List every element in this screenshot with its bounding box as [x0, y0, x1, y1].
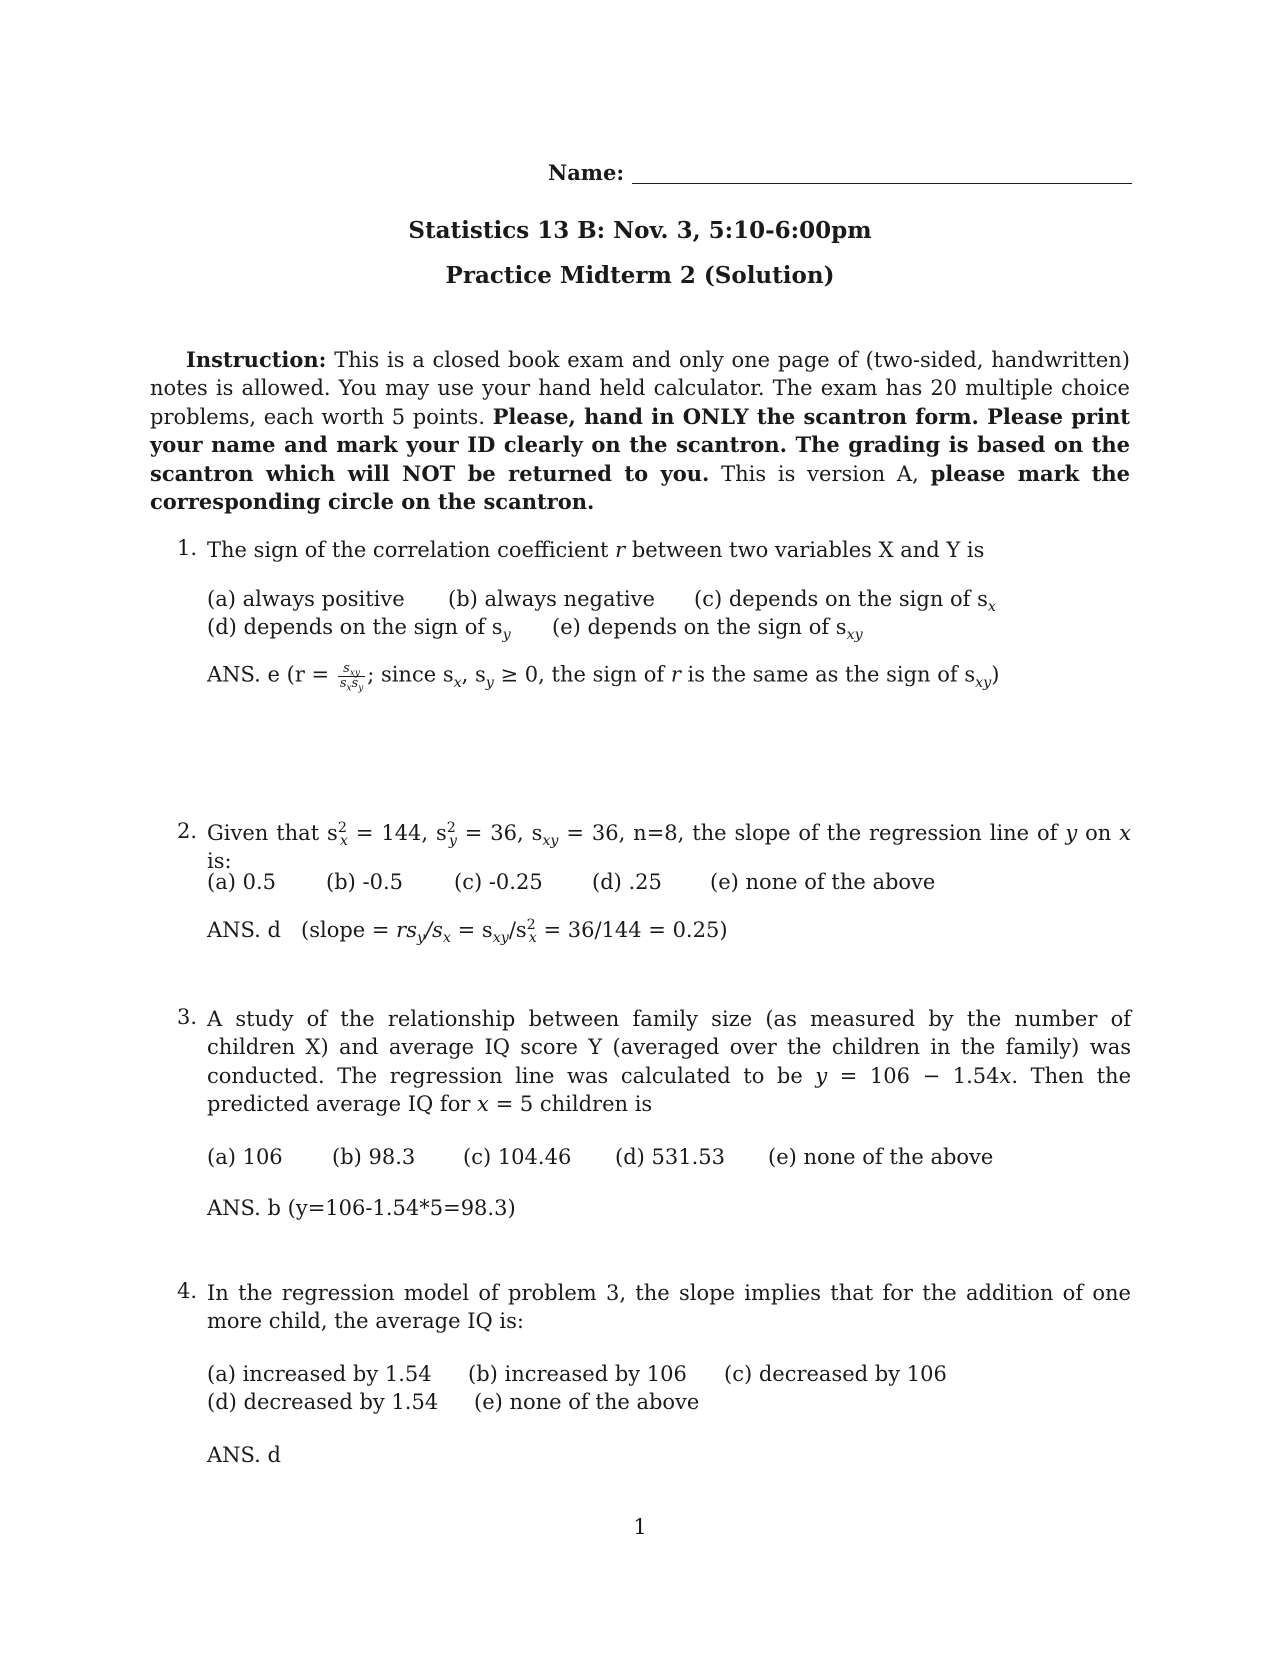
instruction-bold-2: please mark the corresponding circle on the scantron.	[150, 460, 1130, 515]
question-1-option-b[interactable]: (b) always negative	[448, 587, 655, 611]
question-2-option-c[interactable]: (c) -0.25	[454, 870, 543, 894]
question-3-option-d[interactable]: (d) 531.53	[615, 1145, 725, 1169]
question-2-number: 2.	[177, 819, 198, 843]
question-2-option-d[interactable]: (d) .25	[592, 870, 662, 894]
question-3-option-b[interactable]: (b) 98.3	[332, 1145, 416, 1169]
exam-subtitle: Practice Midterm 2 (Solution)	[445, 262, 835, 289]
question-2-option-a[interactable]: (a) 0.5	[207, 870, 276, 894]
question-2-option-b[interactable]: (b) -0.5	[326, 870, 403, 894]
question-1-option-c[interactable]: (c) depends on the sign of $s_x$	[694, 587, 996, 616]
question-4-number: 4.	[177, 1279, 198, 1303]
question-4-text: In the regression model of problem 3, the slope implies that for the addition of one more child, the average IQ is:	[207, 1281, 1131, 1334]
question-2-text: Given that $s^2_x = 144$, $s^2_y = 36$, $s_{xy} = 36$, n=8, the slope of the regression line of y on x is:	[207, 820, 1132, 874]
question-2-answer: ANS. d (slope = $rs_y/s_x = s_{xy}/s^2_x = 36/144 = 0.25$)	[207, 917, 728, 947]
instruction-label: Instruction:	[186, 347, 327, 372]
question-4-option-d[interactable]: (d) decreased by 1.54	[207, 1390, 439, 1414]
question-3-option-a[interactable]: (a) 106	[207, 1145, 283, 1169]
question-4-option-b[interactable]: (b) increased by 106	[468, 1362, 687, 1386]
name-label: Name:	[548, 160, 625, 185]
question-2-option-e[interactable]: (e) none of the above	[710, 870, 936, 894]
correlation-fraction: $\frac{s_{xy}}{s_xs_y}$	[339, 661, 364, 694]
instruction-bold-1: Please, hand in ONLY the scantron form. Please print your name and mark your ID clearly on the scantron. The grading is based on the scantron which will NOT be returned to you.	[150, 403, 1130, 486]
exam-title: Statistics 13 B: Nov. 3, 5:10-6:00pm	[408, 217, 872, 244]
question-3-number: 3.	[177, 1005, 198, 1029]
question-4-option-a[interactable]: (a) increased by 1.54	[207, 1362, 432, 1386]
instruction-text-1: This is a closed book exam and only one page of (two-sided, handwritten) notes is allowed. You may use your hand held calculator. The exam has 20 multiple choice problems, each worth 5 points.	[150, 348, 1130, 429]
question-1-option-d[interactable]: (d) depends on the sign of $s_y$	[207, 615, 511, 644]
question-3-option-c[interactable]: (c) 104.46	[463, 1145, 572, 1169]
question-3-text: A study of the relationship between family size (as measured by the number of children X) and average IQ score Y (averaged over the children in the family) was conducted. The regression line was calculated to be y = 106 − 1.54x. Then the predicted average IQ for x = 5 children is	[207, 1007, 1132, 1117]
question-4-answer: ANS. d	[207, 1443, 281, 1467]
question-1-option-a[interactable]: (a) always positive	[207, 587, 405, 611]
question-1-answer: ANS. e (r = $\frac{s_{xy}}{s_xs_y}$ ; since $s_x$, $s_y \ge 0$, the sign of r is the same as the sign of $s_{xy}$)	[207, 661, 1000, 694]
question-1-text: The sign of the correlation coefficient r between two variables X and Y is	[207, 538, 985, 562]
question-1-option-e[interactable]: (e) depends on the sign of $s_{xy}$	[552, 615, 863, 644]
question-4-option-c[interactable]: (c) decreased by 106	[724, 1362, 947, 1386]
name-blank-line[interactable]	[632, 183, 1132, 184]
page-number: 1	[633, 1515, 647, 1539]
question-4-option-e[interactable]: (e) none of the above	[474, 1390, 700, 1414]
instruction-text-2: This is version A,	[709, 461, 931, 486]
question-3-option-e[interactable]: (e) none of the above	[768, 1145, 994, 1169]
instruction-paragraph	[150, 346, 1130, 516]
question-1-number: 1.	[177, 536, 198, 560]
question-3-answer: ANS. b (y=106-1.54*5=98.3)	[207, 1196, 516, 1220]
